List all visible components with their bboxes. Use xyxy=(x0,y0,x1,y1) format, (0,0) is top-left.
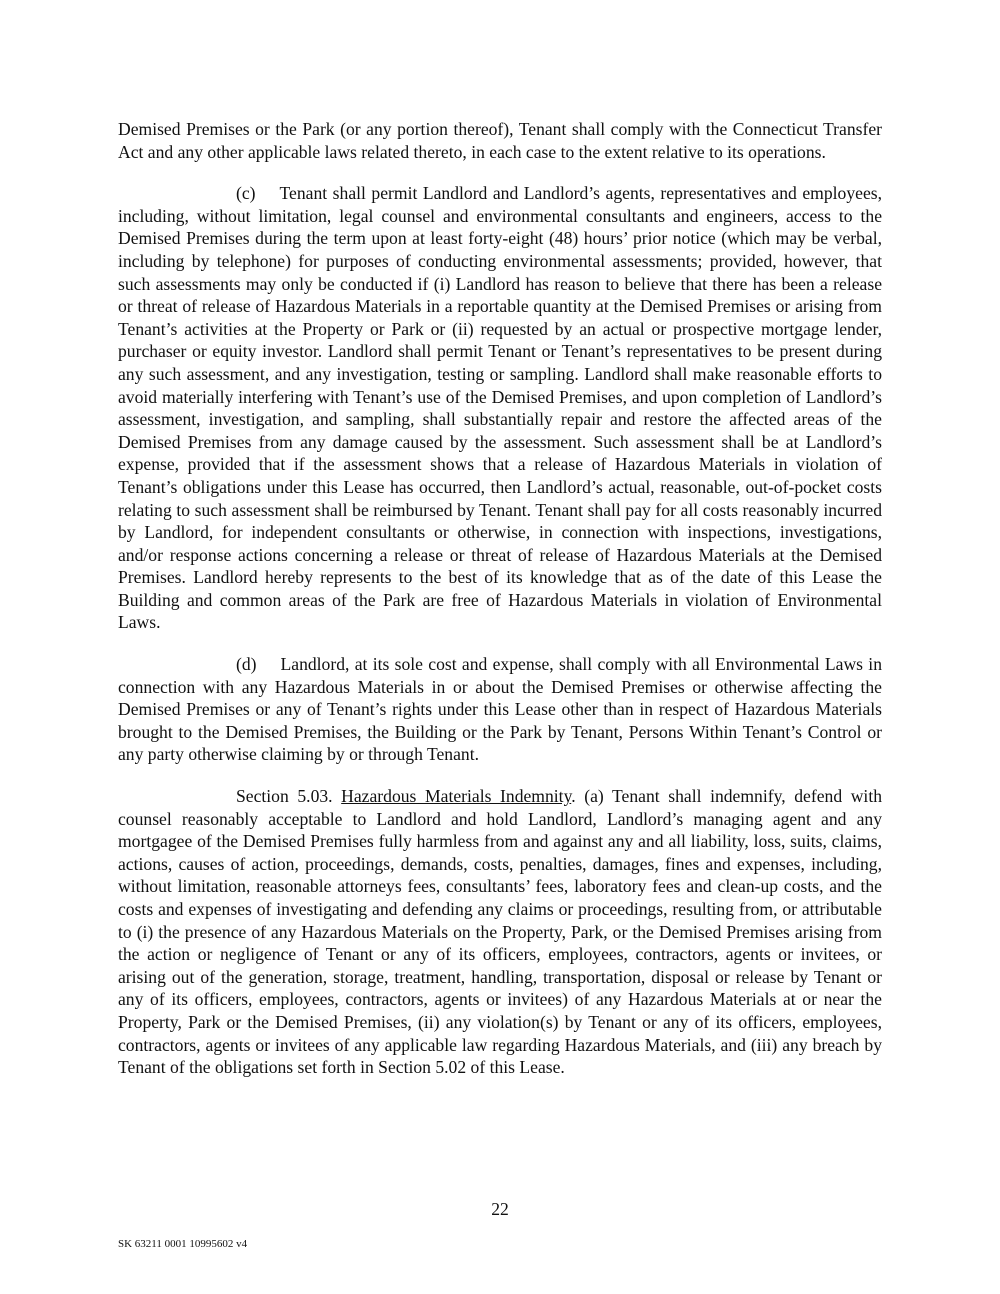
paragraph-text: Tenant shall permit Landlord and Landlord’s agents, representatives and employees, including, without limitation, legal counsel and environmental consultants and engineers, access to the Demised Premises during the term upon at least forty-eight (48) hours’ prior notice (which may be verbal, including by telephone) for purposes of conducting environmental assessments; provided, however, that such assessments may only be conducted if (i) Landlord has reason to believe that there has been a release or threat of release of Hazardous Materials in a reportable quantity at the Demised Premises or arising from Tenant’s activities at the Property or Park or (ii) requested by an actual or prospective mortgage lender, purchaser or equity investor. Landlord shall permit Tenant or Tenant’s representatives to be present during any such assessment, and any investigation, testing or sampling. Landlord shall make reasonable efforts to avoid materially interfering with Tenant’s use of the Demised Premises, and upon completion of Landlord’s assessment, investigation, and sampling, shall substantially repair and restore the affected areas of the Demised Premises from any damage caused by the assessment. Such assessment shall be at Landlord’s expense, provided that if the assessment shows that a release of Hazardous Materials in violation of Tenant’s obligations under this Lease has occurred, then Landlord’s actual, reasonable, out-of-pocket costs relating to such assessment shall be reimbursed by Tenant. Tenant shall pay for all costs reasonably incurred by Landlord, for independent consultants or otherwise, in connection with inspections, investigations, and/or response actions concerning a release or threat of release of Hazardous Materials at the Demised Premises. Landlord hereby represents to the best of its knowledge that as of the date of this Lease the Building and common areas of the Park are free of Hazardous Materials in violation of Environmental Laws. xyxy=(118,183,882,633)
paragraph-label-d: (d) xyxy=(236,654,257,675)
paragraph-c xyxy=(118,182,882,634)
paragraph-text: Landlord, at its sole cost and expense, shall comply with all Environmental Laws in connection with any Hazardous Materials in or about the Demised Premises or otherwise affecting the Demised Premises or any of Tenant’s rights under this Lease other than in respect of Hazardous Materials brought to the Demised Premises, the Building or the Park by Tenant, Persons Within Tenant’s Control or any party otherwise claiming by or through Tenant. xyxy=(118,654,882,765)
document-id: SK 63211 0001 10995602 v4 xyxy=(118,1238,248,1250)
section-5-03 xyxy=(118,785,882,1079)
document-body xyxy=(118,118,882,1098)
paragraph-d xyxy=(118,653,882,766)
paragraph-text: . (a) Tenant shall indemnify, defend with counsel reasonably acceptable to Landlord and hold Landlord, Landlord’s managing agent and any mortgagee of the Demised Premises fully harmless from and against any and all liability, loss, suits, claims, actions, causes of action, proceedings, demands, costs, penalties, damages, fines and expenses, including, without limitation, reasonable attorneys fees, consultants’ fees, laboratory fees and clean-up costs, and the costs and expenses of investigating and defending any claims or proceedings, resulting from, or attributable to (i) the presence of any Hazardous Materials on the Property, Park, or the Demised Premises arising from the action or negligence of Tenant or any of its officers, employees, contractors, agents or invitees, or arising out of the generation, storage, treatment, handling, transportation, disposal or release by Tenant or any of its officers, employees, contractors, agents or invitees) of any Hazardous Materials at or near the Property, Park or the Demised Premises, (ii) any violation(s) by Tenant or any of its officers, employees, contractors, agents or invitees of any applicable law regarding Hazardous Materials, and (iii) any breach by Tenant of the obligations set forth in Section 5.02 of this Lease. xyxy=(118,786,882,1078)
paragraph-label-c: (c) xyxy=(236,183,256,204)
paragraph-text: Demised Premises or the Park (or any portion thereof), Tenant shall comply with the Connecticut Transfer Act and any other applicable laws related thereto, in each case to the extent relative to its operations. xyxy=(118,119,882,162)
section-heading: Hazardous Materials Indemnity xyxy=(341,786,572,807)
paragraph-continuation xyxy=(118,118,882,163)
page-number: 22 xyxy=(491,1199,509,1219)
section-number: Section 5.03. xyxy=(236,786,333,807)
